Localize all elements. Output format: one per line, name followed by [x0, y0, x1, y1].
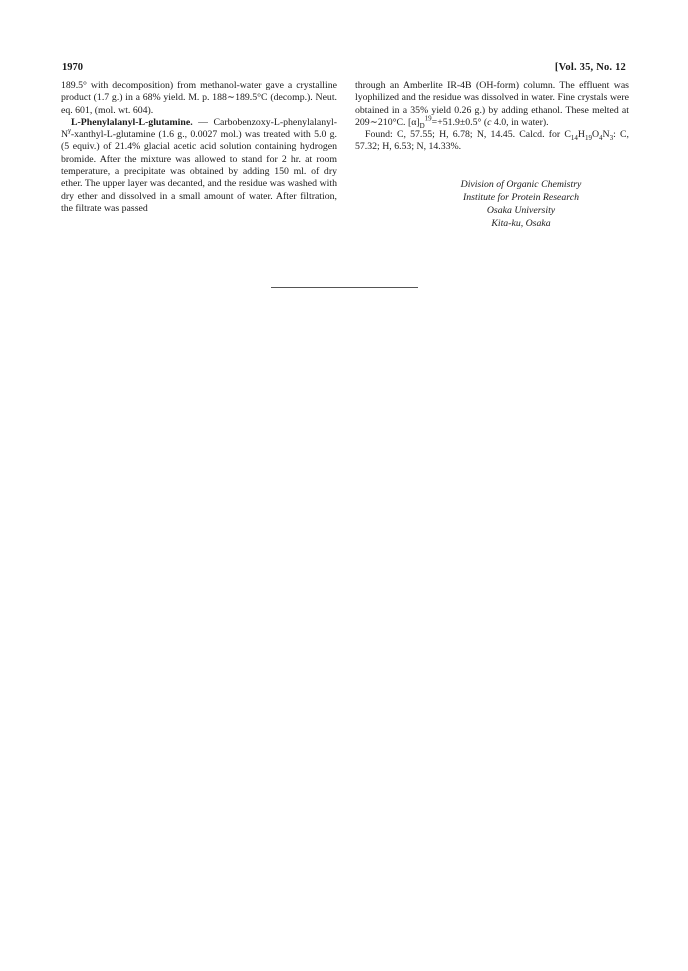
text-segment: =+51.9±0.5° ( — [431, 116, 488, 128]
formula-subscript: 3 — [609, 134, 614, 143]
paragraph-yield: 189.5° with decomposition) from methanol-water gave a crystalline product (1.7 g.) in a 68% yield. M. p. 188∼189.5°C (decomp.). Neut. eq. 601, (mol. wt. 604). — [61, 80, 337, 116]
paragraph-text-a: — Carbobenzoxy-L-phenylalanyl-N — [61, 116, 337, 141]
end-rule — [271, 287, 418, 288]
formula-element: N — [602, 129, 610, 141]
formula-element: H — [577, 129, 585, 141]
page-number: 1970 — [62, 62, 83, 73]
text-segment: : C, 57.32; H, 6.53; N, 14.33%. — [355, 129, 629, 153]
affiliation-line: Division of Organic Chemistry — [460, 178, 582, 190]
compound-heading: L-Phenylalanyl-L-glutamine. — [71, 116, 193, 128]
paragraph-amberlite — [355, 80, 629, 129]
text-segment: 4.0, in water). — [491, 116, 549, 128]
running-head: [Vol. 35, No. 12 — [554, 62, 626, 73]
formula-subscript: 19 — [584, 134, 592, 143]
left-column — [61, 80, 337, 215]
affiliation-line: Osaka University — [486, 204, 556, 216]
formula-element: O — [591, 129, 600, 141]
rotation-subscript: D — [419, 121, 425, 130]
paragraph-phenylalanyl-glutamine — [61, 117, 337, 215]
concentration-symbol: c — [487, 116, 492, 128]
gamma-superscript: γ — [68, 126, 71, 135]
affiliation-line: Kita-ku, Osaka — [491, 217, 551, 229]
affiliation-line: Institute for Protein Research — [463, 191, 579, 203]
right-column — [355, 80, 629, 230]
formula-subscript: 14 — [570, 134, 578, 143]
text-segment: Found: C, 57.55; H, 6.78; N, 14.45. Calcd. for C — [365, 129, 571, 141]
text-segment: through an Amberlite IR-4B (OH-form) column. The effluent was lyophilized and the residue was dissolved in water. Fine crystals were obtained in a 35% yield 0.26 g.) by adding ethanol. These melted at 209∼210°C. [α] — [355, 80, 629, 128]
affiliation-block — [355, 178, 629, 230]
paragraph-text-b: -xanthyl-L-glutamine (1.6 g., 0.0027 mol.) was treated with 5.0 g. (5 equiv.) of 21.4% glacial acetic acid solution containing hydrogen bromide. After the mixture was allowed to stand for 2 hr. at room temperature, a precipitate was obtained by adding 150 ml. of dry ether. The upper layer was decanted, and the residue was washed with dry ether and dissolved in a small amount of water. After filtration, the filtrate was passed — [61, 129, 337, 214]
formula-subscript: 4 — [599, 134, 603, 143]
rotation-superscript: 19 — [424, 114, 432, 123]
paragraph-analysis — [355, 129, 629, 154]
